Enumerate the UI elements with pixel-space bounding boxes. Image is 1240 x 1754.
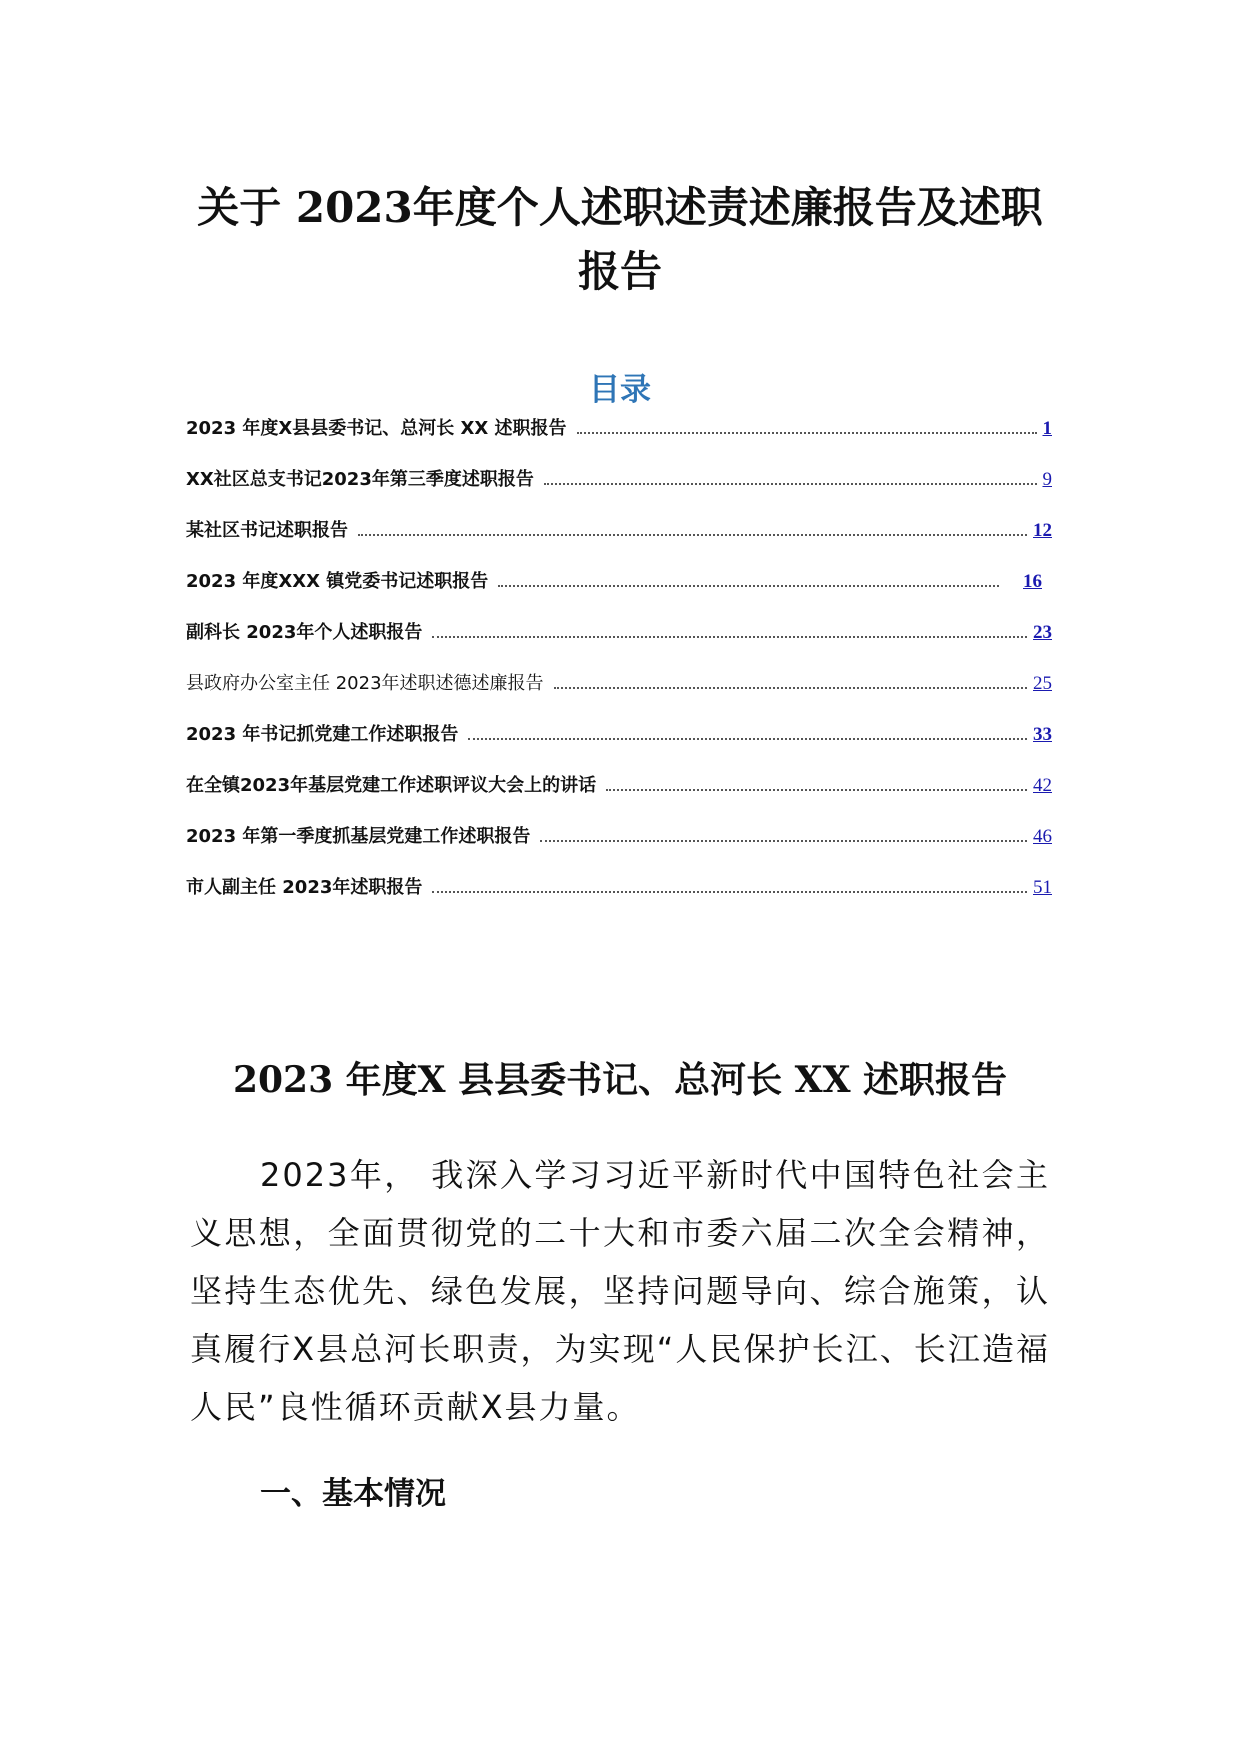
toc-entry-title[interactable]: 2023 年度X县县委书记、总河长 XX 述职报告 [186, 418, 567, 439]
toc-leader-dots [544, 482, 1037, 485]
toc-leader-dots [468, 737, 1027, 740]
toc-page-link[interactable]: 51 [1033, 877, 1052, 898]
toc-entry[interactable] [186, 871, 1052, 905]
toc-entry-title[interactable]: 在全镇2023年基层党建工作述职评议大会上的讲话 [186, 775, 597, 796]
toc-leader-dots [540, 839, 1027, 842]
toc-entry[interactable] [186, 820, 1052, 854]
toc-entry-title[interactable]: 县政府办公室主任 2023年述职述德述廉报告 [186, 673, 544, 694]
toc-leader-dots [606, 788, 1027, 791]
toc-page-link[interactable]: 25 [1033, 673, 1052, 694]
document-title-line-2: 报告 [577, 247, 662, 296]
toc-page-link[interactable]: 12 [1033, 520, 1052, 541]
toc-leader-dots [358, 533, 1027, 536]
toc-leader-dots [432, 635, 1027, 638]
toc-page-link[interactable]: 23 [1033, 622, 1052, 643]
toc-leader-dots [554, 686, 1027, 689]
toc-entry-title[interactable]: XX社区总支书记2023年第三季度述职报告 [186, 469, 534, 490]
toc-page-link[interactable]: 33 [1033, 724, 1052, 745]
toc-leader-dots [577, 431, 1037, 434]
toc-entry[interactable] [186, 667, 1052, 701]
toc-entry-title[interactable]: 市人副主任 2023年述职报告 [186, 877, 423, 898]
section-title: 2023 年度X 县县委书记、总河长 XX 述职报告 [232, 1059, 1008, 1101]
toc-heading: 目录 [589, 372, 651, 408]
toc-entry-title[interactable]: 2023 年书记抓党建工作述职报告 [186, 724, 459, 745]
toc-leader-dots [498, 584, 999, 587]
toc-page-link[interactable]: 1 [1042, 418, 1052, 439]
toc-entry-title[interactable]: 副科长 2023年个人述职报告 [186, 622, 423, 643]
toc-page-link[interactable]: 9 [1042, 469, 1052, 490]
toc-entry[interactable] [186, 565, 1042, 599]
toc-entry-title[interactable]: 某社区书记述职报告 [186, 520, 348, 541]
toc-entry[interactable] [186, 463, 1052, 497]
document-title-line-1: 关于 2023年度个人述职述责述廉报告及述职 [197, 183, 1043, 232]
toc-entry[interactable] [186, 718, 1052, 752]
toc-page-link[interactable]: 46 [1033, 826, 1052, 847]
section-subheading: 一、基本情况 [260, 1476, 446, 1512]
toc-entry-title[interactable]: 2023 年第一季度抓基层党建工作述职报告 [186, 826, 531, 847]
toc-page-link[interactable]: 16 [1023, 571, 1042, 592]
toc-entry[interactable] [186, 412, 1052, 446]
body-paragraph: 2023年， 我深入学习习近平新时代中国特色社会主义思想，全面贯彻党的二十大和市委六届二次全会精神，坚持生态优先、绿色发展，坚持问题导向、综合施策，认真履行X县总河长职责，为实现“人民保护长江、长江造福人民”良性循环贡献X县力量。 [190, 1156, 1050, 1426]
document-title [150, 176, 1090, 304]
toc-entry-title[interactable]: 2023 年度XXX 镇党委书记述职报告 [186, 571, 489, 592]
toc-entry[interactable] [186, 769, 1052, 803]
toc-leader-dots [432, 890, 1027, 893]
toc-entry[interactable] [186, 616, 1052, 650]
toc-page-link[interactable]: 42 [1033, 775, 1052, 796]
toc-entry[interactable] [186, 514, 1052, 548]
